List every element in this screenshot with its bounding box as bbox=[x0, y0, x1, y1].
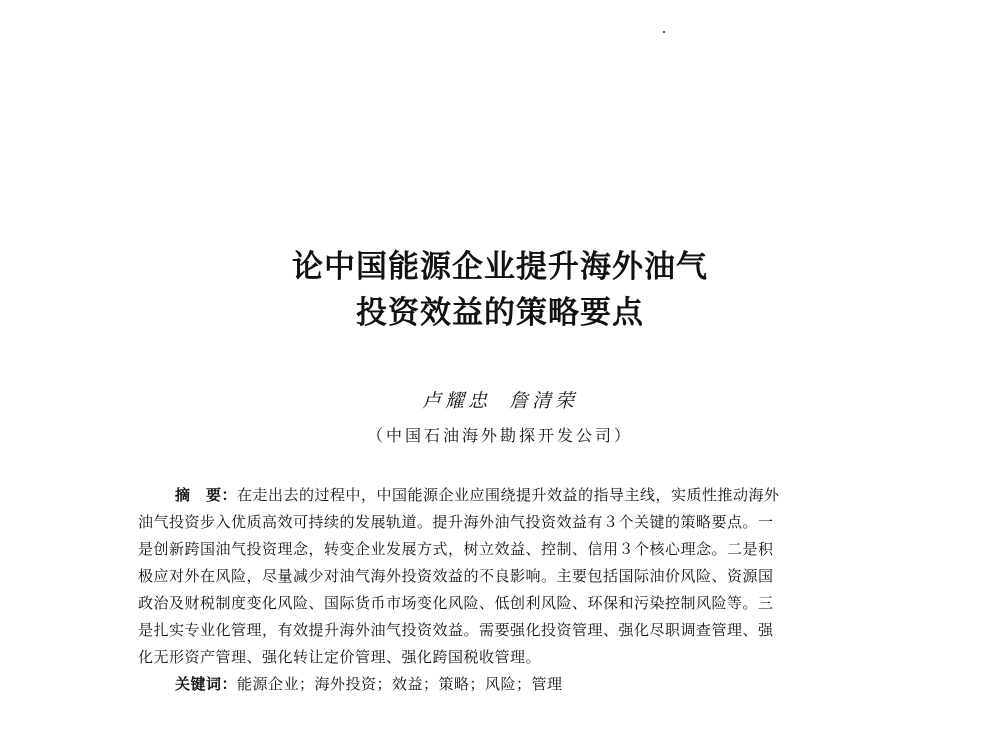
abstract-line: 极应对外在风险，尽量减少对油气海外投资效益的不良影响。主要包括国际油价风险、资源国 bbox=[138, 567, 774, 585]
abstract-line: 是扎实专业化管理，有效提升海外油气投资效益。需要强化投资管理、强化尽职调查管理、强 bbox=[138, 621, 774, 639]
scan-speck bbox=[663, 31, 665, 33]
keywords bbox=[138, 671, 868, 698]
abstract bbox=[138, 482, 868, 698]
author-1: 卢耀忠 bbox=[421, 390, 491, 412]
abstract-line: 是创新跨国油气投资理念，转变企业发展方式，树立效益、控制、信用３个核心理念。二是积 bbox=[138, 540, 774, 558]
keywords-text: 能源企业；海外投资；效益；策略；风险；管理 bbox=[237, 675, 563, 693]
abstract-line: 摘 要：在走出去的过程中，中国能源企业应围绕提升效益的指导主线，实质性推动海外 bbox=[175, 486, 780, 504]
abstract-line: 化无形资产管理、强化转让定价管理、强化跨国税收管理。 bbox=[138, 648, 542, 666]
author-2: 詹清荣 bbox=[509, 390, 579, 412]
abstract-line: 政治及财税制度变化风险、国际货币市场变化风险、低创利风险、环保和污染控制风险等。三 bbox=[138, 594, 774, 612]
affiliation: （中国石油海外勘探开发公司） bbox=[366, 426, 633, 445]
authors bbox=[0, 388, 1000, 414]
abstract-label: 摘 要： bbox=[175, 486, 238, 504]
title-line-1: 论中国能源企业提升海外油气 bbox=[292, 249, 708, 285]
title-line-2: 投资效益的策略要点 bbox=[356, 295, 644, 331]
abstract-line: 油气投资步入优质高效可持续的发展轨道。提升海外油气投资效益有３个关键的策略要点。一 bbox=[138, 513, 774, 531]
keywords-label: 关键词： bbox=[175, 675, 238, 693]
